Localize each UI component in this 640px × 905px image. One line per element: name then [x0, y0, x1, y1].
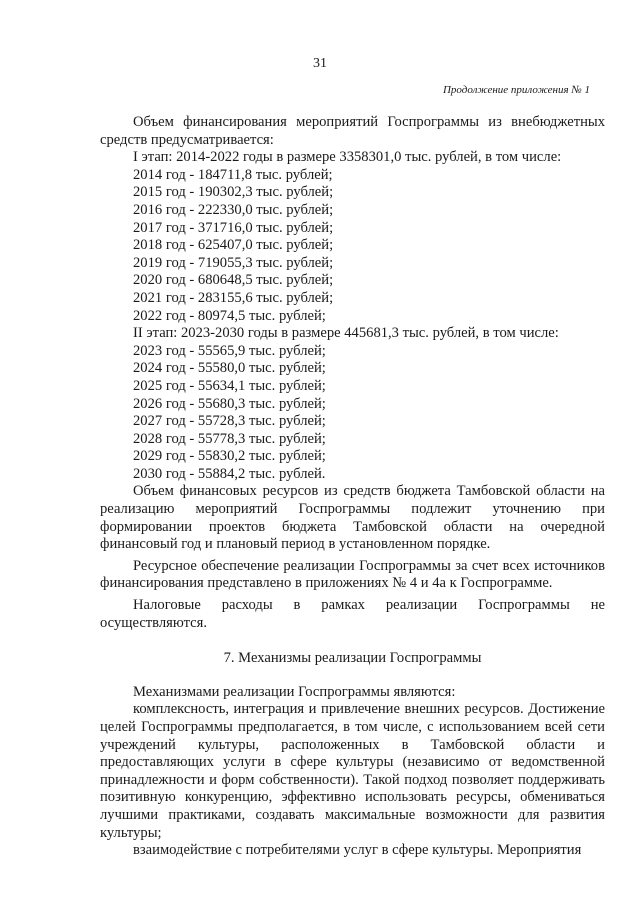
paragraph-mechanisms: Механизмами реализации Госпрограммы являются:: [133, 683, 456, 700]
stage1-year-item: 2022 год - 80974,5 тыс. рублей;: [133, 307, 326, 324]
continuation-note: Продолжение приложения № 1: [442, 84, 590, 96]
stage2-year-item: 2023 год - 55565,9 тыс. рублей;: [133, 342, 326, 359]
paragraph-resources: Ресурсное обеспечение реализации Госпрограммы за счет всех источников финансирования представлено в приложениях № 4 и 4а к Госпрограмме.: [100, 557, 605, 592]
stage2-year-item: 2026 год - 55680,3 тыс. рублей;: [133, 395, 326, 412]
stage1-year-item: 2014 год - 184711,8 тыс. рублей;: [133, 166, 333, 183]
paragraph-budget: Объем финансовых ресурсов из средств бюджета Тамбовской области на реализацию мероприятий Госпрограммы подлежит уточнению при формировании проектов бюджета Тамбовской области на очередной финансовый год и плановый период в установленном порядке.: [100, 483, 605, 553]
stage1-year-item: 2021 год - 283155,6 тыс. рублей;: [133, 289, 334, 306]
stage1-year-item: 2020 год - 680648,5 тыс. рублей;: [133, 272, 334, 289]
stage1-year-list: [100, 167, 605, 325]
stage2-year-item: 2030 год - 55884,2 тыс. рублей.: [133, 465, 326, 482]
stage2-year-item: 2028 год - 55778,3 тыс. рублей;: [133, 430, 326, 447]
section-heading: 7. Механизмы реализации Госпрограммы: [223, 650, 482, 667]
document-body: [100, 114, 605, 860]
stage2-title: II этап: 2023-2030 годы в размере 445681,3 тыс. рублей, в том числе:: [133, 325, 559, 342]
paragraph-complexity: комплексность, интеграция и привлечение внешних ресурсов. Достижение целей Госпрограммы предполагается, в том числе, с использованием всей сети учреждений культуры, расположенных в Тамбовской области и предоставляющих услуги в сфере культуры (независимо от ведомственной принадлежности и форм собственности). Такой подход позволяет поддерживать позитивную конкуренцию, эффективно использовать ресурсы, обмениваться лучшими практиками, создавать максимальные возможности для развития культуры;: [100, 701, 605, 841]
stage2-year-item: 2024 год - 55580,0 тыс. рублей;: [133, 360, 326, 377]
stage1-year-item: 2019 год - 719055,3 тыс. рублей;: [133, 254, 334, 271]
stage2-year-list: [100, 343, 605, 484]
stage1-title: I этап: 2014-2022 годы в размере 3358301,0 тыс. рублей, в том числе:: [133, 149, 562, 166]
page-number: 31: [313, 56, 327, 71]
stage2-year-item: 2025 год - 55634,1 тыс. рублей;: [133, 377, 326, 394]
paragraph-intro: Объем финансирования мероприятий Госпрограммы из внебюджетных средств предусматривается:: [100, 114, 605, 148]
stage1-year-item: 2018 год - 625407,0 тыс. рублей;: [133, 237, 334, 254]
stage1-year-item: 2017 год - 371716,0 тыс. рублей;: [133, 219, 334, 236]
paragraph-tax: Налоговые расходы в рамках реализации Госпрограммы не осуществляются.: [100, 597, 605, 631]
stage1-year-item: 2015 год - 190302,3 тыс. рублей;: [133, 184, 334, 201]
stage2-year-item: 2027 год - 55728,3 тыс. рублей;: [133, 413, 326, 430]
stage1-year-item: 2016 год - 222330,0 тыс. рублей;: [133, 201, 334, 218]
stage2-year-item: 2029 год - 55830,2 тыс. рублей;: [133, 448, 326, 465]
paragraph-interaction: взаимодействие с потребителями услуг в сфере культуры. Мероприятия: [133, 842, 582, 859]
